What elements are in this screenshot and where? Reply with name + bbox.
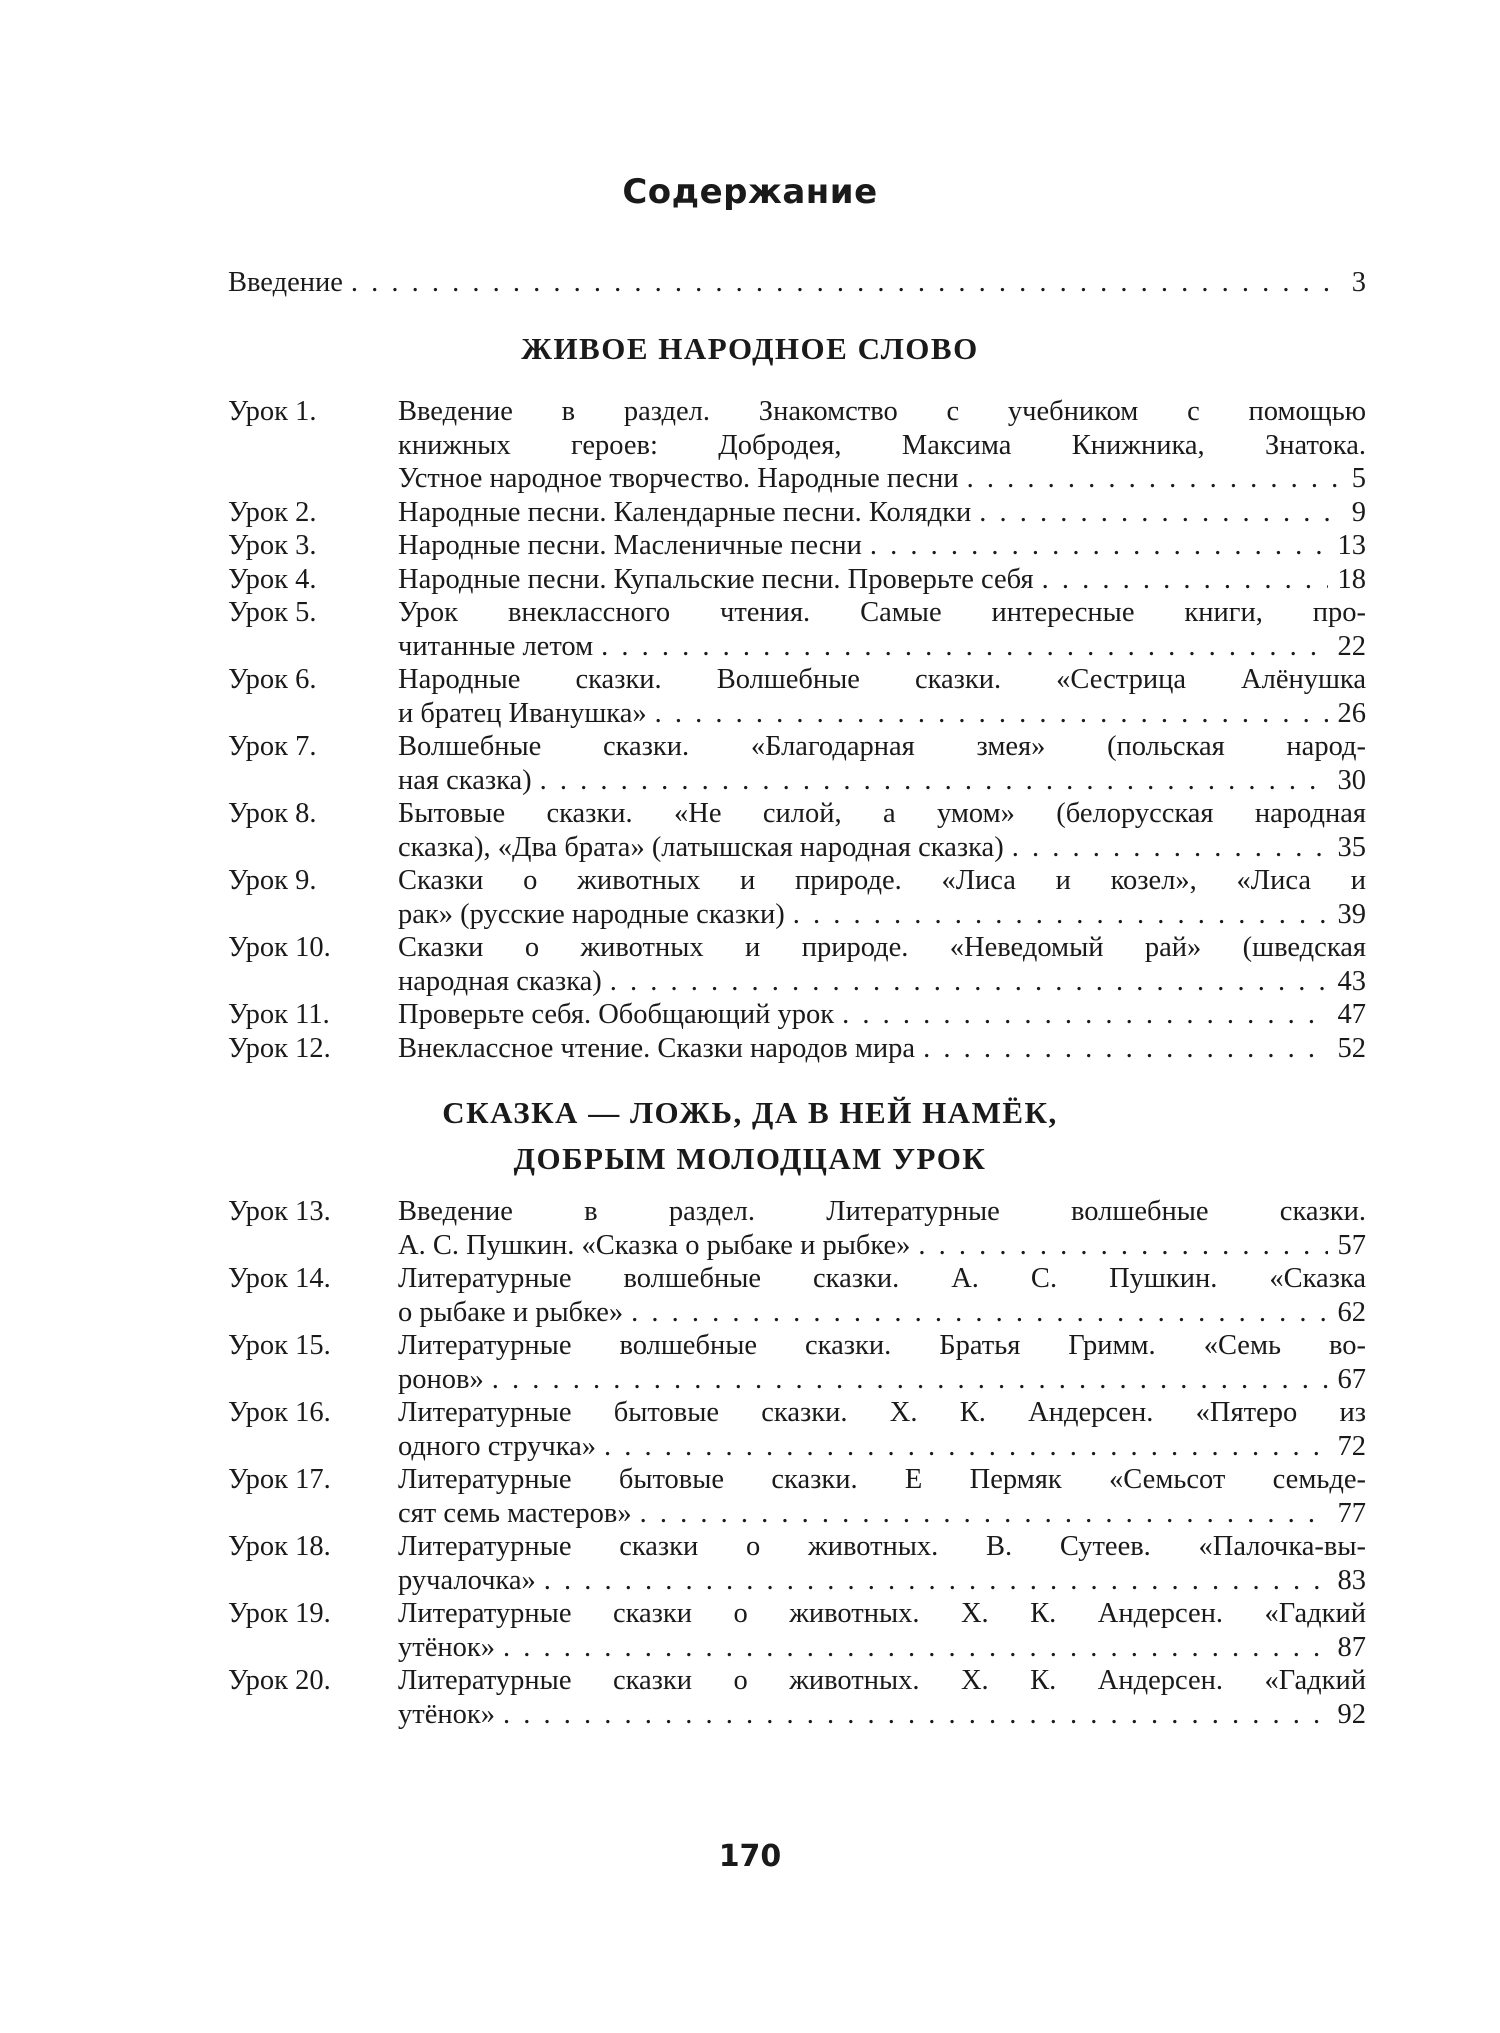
toc-entry-line <box>228 1396 1366 1430</box>
toc-entry-page: 52 <box>1337 1032 1366 1064</box>
dot-leader <box>631 1296 1327 1330</box>
toc-entry-line <box>228 730 1366 764</box>
toc-entry-page: 9 <box>1351 496 1366 528</box>
dot-leader <box>601 630 1327 664</box>
lesson-number: Урок 11. <box>228 999 330 1030</box>
toc-entry-page: 5 <box>1351 463 1366 494</box>
lesson-number: Урок 18. <box>228 1531 331 1562</box>
toc-entry-page: 39 <box>1337 898 1366 930</box>
toc-entry-line <box>228 630 1366 664</box>
toc-entry-page: 3 <box>1351 267 1366 298</box>
toc-entry-title-line: и братец Иванушка» <box>398 697 647 729</box>
section-heading: СКАЗКА — ЛОЖЬ, ДА В НЕЙ НАМЁК, <box>442 1095 1058 1130</box>
toc-entry-page: 47 <box>1337 999 1366 1030</box>
toc-entry-title-line: Волшебные сказки. «Благодарная змея» (польская народ- <box>398 731 1366 762</box>
toc-entry-line <box>228 395 1366 429</box>
page-title: Содержание <box>622 172 878 212</box>
lesson-number: Урок 19. <box>228 1598 331 1629</box>
toc-entry-title-line: сказка), «Два брата» (латышская народная сказка) <box>398 831 1004 863</box>
toc-entry-title-line: ная сказка) <box>398 764 532 796</box>
toc-entry-title-line: ручалочка» <box>398 1564 536 1596</box>
dot-leader <box>640 1497 1328 1531</box>
toc-entry-text <box>398 1363 1366 1397</box>
toc-entry-line <box>228 663 1366 697</box>
toc-entry-line <box>228 462 1366 496</box>
toc-entry-text <box>398 462 1366 496</box>
toc-entry-title-line: Литературные волшебные сказки. А. С. Пушкин. «Сказка <box>398 1263 1366 1294</box>
toc-entry-title-line: Народные песни. Купальские песни. Проверьте себя <box>398 563 1034 595</box>
toc-entry-title-line: Урок внеклассного чтения. Самые интересные книги, про- <box>398 597 1366 628</box>
dot-leader <box>967 462 1342 496</box>
lesson-number: Урок 8. <box>228 798 317 829</box>
dot-leader <box>793 898 1328 932</box>
toc-entry-text <box>398 630 1366 664</box>
dot-leader <box>870 529 1328 563</box>
toc-entry-text <box>398 764 1366 798</box>
toc-entry-page: 30 <box>1337 764 1366 796</box>
toc-entry-text <box>398 1564 1366 1598</box>
toc-entry-title-line: народная сказка) <box>398 965 602 997</box>
lesson-number: Урок 16. <box>228 1397 331 1428</box>
toc-entry-page: 77 <box>1337 1497 1366 1529</box>
toc-entry-title-line: ронов» <box>398 1363 484 1395</box>
toc-entry-line <box>228 1597 1366 1631</box>
toc-entry-title-line: А. С. Пушкин. «Сказка о рыбаке и рыбке» <box>398 1229 911 1261</box>
toc-entry-title-line: о рыбаке и рыбке» <box>398 1296 624 1328</box>
toc-entry-page: 92 <box>1337 1698 1366 1730</box>
toc-entry-text <box>398 1430 1366 1464</box>
toc-entry-title-line: утёнок» <box>398 1631 495 1663</box>
lesson-number: Урок 12. <box>228 1032 331 1064</box>
dot-leader <box>492 1363 1328 1397</box>
toc-entry-title-line: утёнок» <box>398 1698 495 1730</box>
dot-leader <box>1042 563 1328 597</box>
toc-entry-line <box>228 496 1366 530</box>
dot-leader <box>544 1564 1328 1598</box>
dot-leader <box>923 1032 1327 1066</box>
toc-entry-text <box>398 1296 1366 1330</box>
toc-entry-line <box>228 1698 1366 1732</box>
lesson-number: Урок 3. <box>228 530 317 561</box>
toc-entry-line <box>228 1463 1366 1497</box>
toc-entry-title-line: книжных героев: Добродея, Максима Книжника, Знатока. <box>398 429 1366 461</box>
toc-entry-page: 13 <box>1337 530 1366 561</box>
toc-entry-title-line: Литературные сказки о животных. Х. К. Андерсен. «Гадкий <box>398 1598 1366 1629</box>
toc-entry-title-line: Сказки о животных и природе. «Неведомый рай» (шведская <box>398 932 1366 963</box>
toc-entry-line <box>228 563 1366 597</box>
toc-entry-line <box>228 529 1366 563</box>
toc-entry-page: 83 <box>1337 1564 1366 1596</box>
toc-entry-page: 18 <box>1337 563 1366 595</box>
toc-entry-line <box>228 1032 1366 1066</box>
toc-entry-line <box>228 697 1366 731</box>
lesson-number: Урок 4. <box>228 563 317 595</box>
toc-entry-text <box>398 1698 1366 1732</box>
toc-entry-line <box>228 596 1366 630</box>
lesson-number: Урок 13. <box>228 1196 331 1227</box>
lesson-number: Урок 10. <box>228 932 331 963</box>
toc-entry-text <box>398 1229 1366 1263</box>
dot-leader <box>979 496 1342 530</box>
toc-entry-intro <box>228 266 1366 300</box>
toc-entry-title-line: сят семь мастеров» <box>398 1497 632 1529</box>
toc-entry-line <box>228 1229 1366 1263</box>
toc-entry-line <box>228 931 1366 965</box>
toc-entry-page: 43 <box>1337 965 1366 997</box>
dot-leader <box>1012 831 1328 865</box>
lesson-number: Урок 14. <box>228 1263 331 1294</box>
toc-entry-line <box>228 1564 1366 1598</box>
toc-entry-line <box>228 898 1366 932</box>
toc-entry-title-line: Народные сказки. Волшебные сказки. «Сестрица Алёнушка <box>398 664 1366 695</box>
lesson-number: Урок 20. <box>228 1665 331 1696</box>
toc-entry-line <box>228 1497 1366 1531</box>
toc-entry-page: 35 <box>1337 831 1366 863</box>
toc-entry-page: 62 <box>1337 1296 1366 1328</box>
dot-leader <box>610 965 1328 999</box>
toc-entry-title-line: Литературные волшебные сказки. Братья Гримм. «Семь во- <box>398 1330 1366 1361</box>
toc-entry-title-line: одного стручка» <box>398 1430 597 1462</box>
toc-entry-line <box>228 1430 1366 1464</box>
lesson-number: Урок 5. <box>228 597 317 628</box>
lesson-number: Урок 1. <box>228 396 317 427</box>
toc-entry-text <box>398 529 1366 563</box>
toc-entry-line <box>228 831 1366 865</box>
toc-entry-text <box>398 998 1366 1032</box>
page-number: 170 <box>718 1839 782 1874</box>
toc-entry-text <box>398 496 1366 530</box>
toc-entry-title-line: рак» (русские народные сказки) <box>398 898 785 930</box>
section-heading: ЖИВОЕ НАРОДНОЕ СЛОВО <box>521 331 979 366</box>
lesson-number: Урок 15. <box>228 1330 331 1361</box>
dot-leader <box>604 1430 1327 1464</box>
dot-leader <box>503 1698 1328 1732</box>
dot-leader <box>918 1229 1327 1263</box>
lesson-number: Урок 6. <box>228 664 317 695</box>
lesson-number: Урок 7. <box>228 731 317 762</box>
toc-entry-title-line: Литературные сказки о животных. В. Сутеев. «Палочка-вы- <box>398 1531 1366 1562</box>
toc-entry-page: 87 <box>1337 1631 1366 1663</box>
lesson-number: Урок 17. <box>228 1464 331 1495</box>
toc-entry-title-line: Внеклассное чтение. Сказки народов мира <box>398 1032 916 1064</box>
toc-entry-page: 67 <box>1337 1363 1366 1395</box>
toc-entry-line <box>228 764 1366 798</box>
toc-entry-title-line: Введение в раздел. Литературные волшебные сказки. <box>398 1196 1366 1227</box>
toc-entry-page: 26 <box>1337 697 1366 729</box>
toc-entry-text <box>398 1631 1366 1665</box>
toc-entry-text: Введение <box>228 267 343 298</box>
toc-entry-line <box>228 1296 1366 1330</box>
toc-entry-title-line: Бытовые сказки. «Не силой, а умом» (белорусская народная <box>398 798 1366 829</box>
toc-entry-title-line: Сказки о животных и природе. «Лиса и козел», «Лиса и <box>398 865 1366 896</box>
dot-leader <box>351 266 1334 300</box>
dot-leader <box>655 697 1328 731</box>
section-heading: ДОБРЫМ МОЛОДЦАМ УРОК <box>513 1141 987 1176</box>
toc-entry-line <box>228 1631 1366 1665</box>
toc-entry-line <box>228 998 1366 1032</box>
toc-entry-text <box>398 965 1366 999</box>
dot-leader <box>540 764 1328 798</box>
toc-entry-title-line: Литературные сказки о животных. Х. К. Андерсен. «Гадкий <box>398 1665 1366 1696</box>
toc-entry-line <box>228 965 1366 999</box>
toc-entry-text <box>398 1497 1366 1531</box>
toc-entry-title-line: Народные песни. Календарные песни. Колядки <box>398 496 972 528</box>
toc-entry-line <box>228 1664 1366 1698</box>
toc-entry-page: 22 <box>1337 630 1366 662</box>
toc-entry-line <box>228 1363 1366 1397</box>
toc-entry-text <box>398 898 1366 932</box>
toc-entry-title-line: Народные песни. Масленичные песни <box>398 530 862 561</box>
toc-entry-text <box>398 831 1366 865</box>
toc-entry-line <box>228 1329 1366 1363</box>
toc-entry-line <box>228 429 1366 463</box>
toc-entry-page: 72 <box>1337 1430 1366 1462</box>
lesson-number: Урок 2. <box>228 496 317 528</box>
dot-leader <box>503 1631 1328 1665</box>
toc-entry-title-line: Введение в раздел. Знакомство с учебником с помощью <box>398 396 1366 427</box>
toc-entry-title-line: читанные летом <box>398 630 594 662</box>
toc-entry-line <box>228 1262 1366 1296</box>
lesson-number: Урок 9. <box>228 865 317 896</box>
toc-entry-line <box>228 1530 1366 1564</box>
toc-entry-title-line: Литературные бытовые сказки. Е Пермяк «Семьсот семьде- <box>398 1464 1366 1495</box>
toc-entry-line <box>228 797 1366 831</box>
toc-entry-title-line: Проверьте себя. Обобщающий урок <box>398 999 835 1030</box>
toc-entry-title-line: Литературные бытовые сказки. Х. К. Андерсен. «Пятеро из <box>398 1397 1366 1428</box>
toc-entry-text <box>398 697 1366 731</box>
toc-entry-line <box>228 1195 1366 1229</box>
toc-entry-text <box>398 1032 1366 1066</box>
dot-leader <box>842 998 1327 1032</box>
toc-entry-page: 57 <box>1337 1229 1366 1261</box>
toc-entry-text <box>398 563 1366 597</box>
toc-entry-title-line: Устное народное творчество. Народные песни <box>398 463 959 494</box>
toc-entry-line <box>228 864 1366 898</box>
